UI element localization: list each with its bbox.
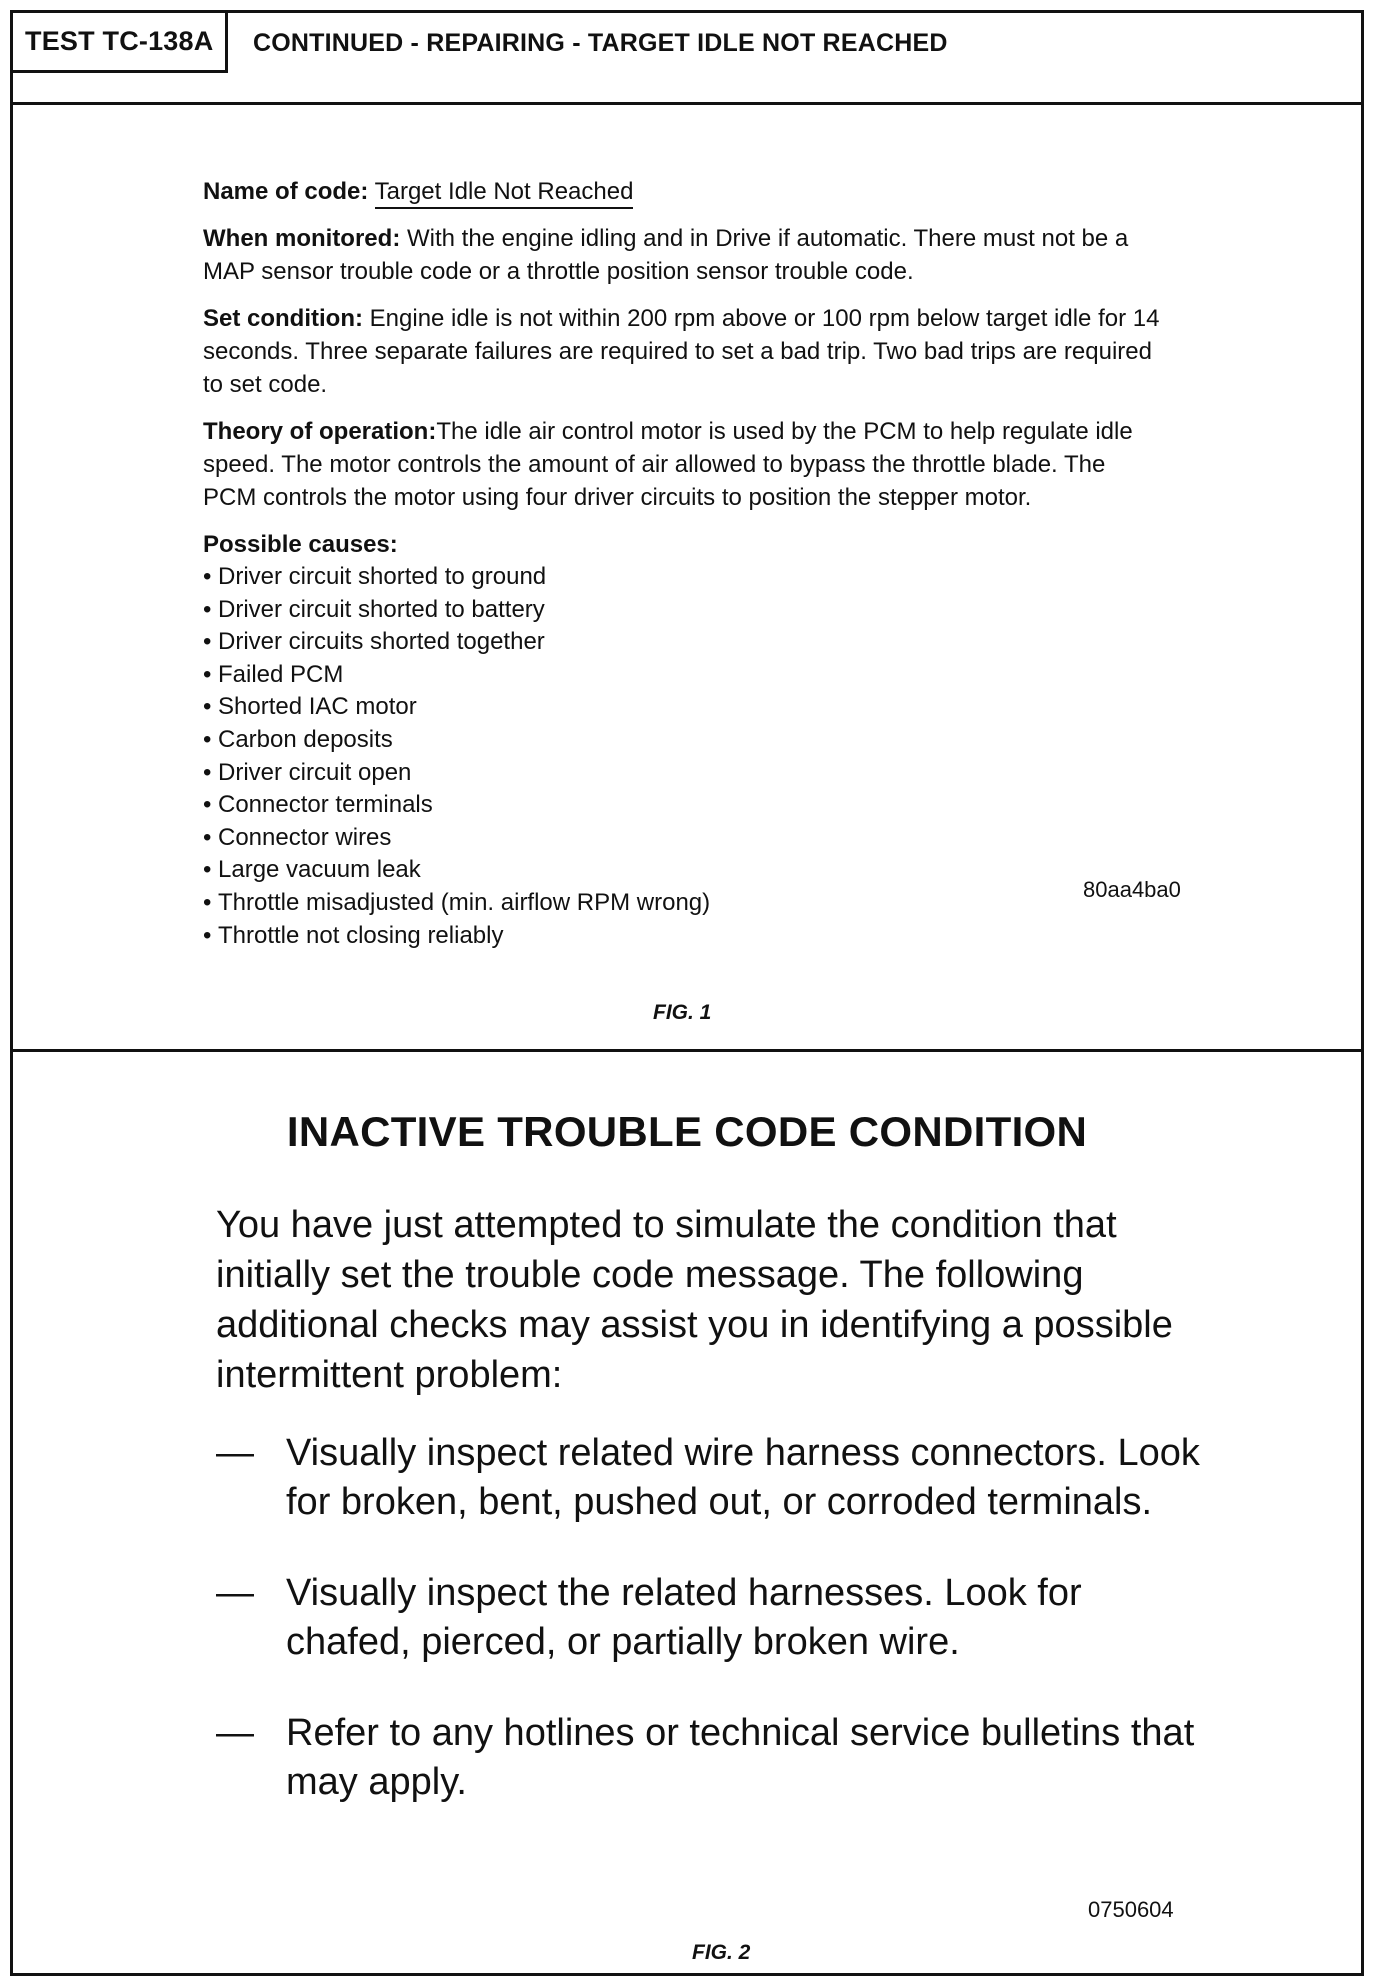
possible-causes-list — [203, 561, 1163, 952]
theory-text: The idle air control motor is used by the PCM to help regulate idle speed. The motor controls the amount of air allowed to bypass the throttle blade. The PCM controls the motor using four driver circuits to position the stepper motor. — [203, 418, 1133, 511]
figure-1-label: FIG. 1 — [653, 1001, 712, 1024]
check-text: Visually inspect related wire harness connectors. Look for broken, bent, pushed out, or corroded terminals. — [286, 1432, 1200, 1523]
figure-2-panel — [13, 1052, 1361, 1973]
theory-row — [203, 415, 1163, 514]
name-of-code-label: Name of code: — [203, 178, 369, 205]
name-of-code-value: Target Idle Not Reached — [375, 178, 634, 209]
figure-2-label: FIG. 2 — [692, 1941, 751, 1964]
list-item: • Driver circuits shorted together — [203, 626, 1163, 659]
figure-1-code: 80aa4ba0 — [1083, 877, 1181, 902]
figure-2-title: INACTIVE TROUBLE CODE CONDITION — [286, 1108, 1088, 1155]
possible-causes-label: Possible causes: — [203, 531, 398, 558]
list-item: • Large vacuum leak — [203, 854, 1163, 887]
list-item: • Throttle misadjusted (min. airflow RPM wrong) — [203, 887, 1163, 920]
dash-marker: — — [216, 1572, 254, 1614]
list-item: • Driver circuit shorted to ground — [203, 561, 1163, 594]
check-text: Refer to any hotlines or technical service bulletins that may apply. — [286, 1712, 1195, 1803]
dash-marker: — — [216, 1712, 254, 1754]
list-item: • Connector wires — [203, 822, 1163, 855]
theory-label: Theory of operation: — [203, 418, 437, 445]
figure-1-body — [203, 175, 1163, 952]
set-condition-row — [203, 302, 1163, 401]
list-item — [216, 1429, 1216, 1527]
when-monitored-text: With the engine idling and in Drive if automatic. There must not be a MAP sensor trouble code or a throttle position sensor trouble code. — [203, 225, 1129, 285]
when-monitored-label: When monitored: — [203, 225, 401, 252]
list-item: • Shorted IAC motor — [203, 691, 1163, 724]
set-condition-label: Set condition: — [203, 305, 363, 332]
list-item: • Driver circuit shorted to battery — [203, 594, 1163, 627]
header-row — [13, 13, 1361, 105]
figure-2-intro: You have just attempted to simulate the condition that initially set the trouble code message. The following additional checks may assist you in identifying a possible intermittent problem: — [216, 1204, 1173, 1396]
figure-1-panel — [13, 105, 1361, 1052]
header-title: CONTINUED - REPAIRING - TARGET IDLE NOT REACHED — [253, 28, 948, 57]
dash-marker: — — [216, 1432, 254, 1474]
list-item: • Throttle not closing reliably — [203, 920, 1163, 953]
figure-2-code: 0750604 — [1088, 1897, 1174, 1922]
when-monitored-row — [203, 222, 1163, 288]
checks-list — [216, 1429, 1216, 1849]
test-id: TEST TC-138A — [13, 13, 228, 73]
list-item: • Carbon deposits — [203, 724, 1163, 757]
list-item: • Failed PCM — [203, 659, 1163, 692]
set-condition-text: Engine idle is not within 200 rpm above or 100 rpm below target idle for 14 seconds. Three separate failures are required to set a bad trip. Two bad trips are required to set code. — [203, 305, 1160, 398]
list-item: • Driver circuit open — [203, 757, 1163, 790]
name-of-code-row — [203, 175, 1163, 208]
check-text: Visually inspect the related harnesses. Look for chafed, pierced, or partially broken wire. — [286, 1572, 1082, 1663]
list-item: • Connector terminals — [203, 789, 1163, 822]
page-frame — [10, 10, 1364, 1976]
list-item — [216, 1709, 1216, 1807]
list-item — [216, 1569, 1216, 1667]
